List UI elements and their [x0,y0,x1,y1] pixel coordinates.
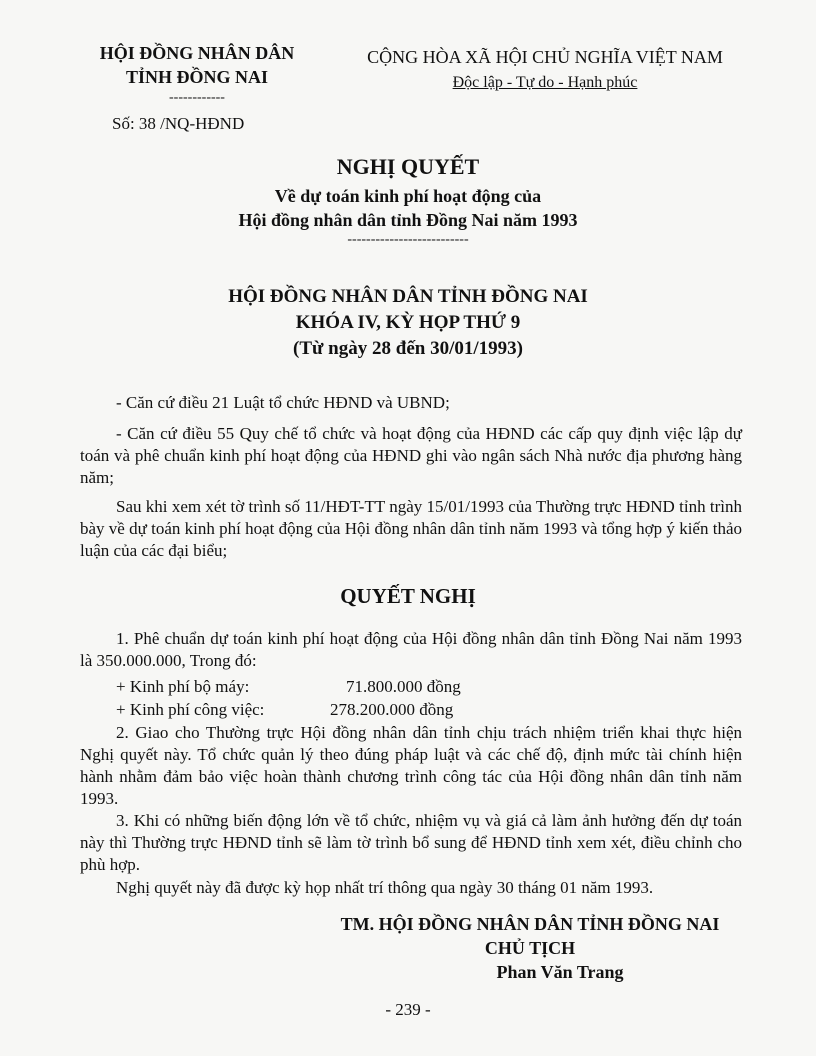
council-name: HỘI ĐỒNG NHÂN DÂN TỈNH ĐỒNG NAI [228,286,588,307]
signatory-name: Phan Văn Trang [496,962,624,982]
document-subtitle-1: Về dự toán kinh phí hoạt động của [274,186,542,206]
article-1: 1. Phê chuẩn dự toán kinh phí hoạt động của Hội đồng nhân dân tỉnh Đồng Nai năm 1993 là 350.000.000, Trong đó: [80,629,742,670]
decision-heading: QUYẾT NGHỊ [340,584,476,608]
issuing-org-line2: TỈNH ĐỒNG NAI [125,67,268,87]
preamble-basis-2: - Căn cứ điều 55 Quy chế tổ chức và hoạt động của HĐND các cấp quy định việc lập dự toán và phê chuẩn kinh phí hoạt động của HĐND ghi vào ngân sách Nhà nước địa phương hàng năm; [80,424,742,487]
budget-item-1-label: + Kinh phí bộ máy: [116,677,250,696]
preamble-review: Sau khi xem xét tờ trình số 11/HĐT-TT ngày 15/01/1993 của Thường trực HĐND tỉnh trình bày về dự toán kinh phí hoạt động của Hội đồng nhân dân tỉnh năm 1993 và tổng hợp ý kiến thảo luận của các đại biểu; [80,497,742,560]
council-session: KHÓA IV, KỲ HỌP THỨ 9 [295,312,521,333]
nation-name: CỘNG HÒA XÃ HỘI CHỦ NGHĨA VIỆT NAM [367,47,723,67]
budget-item-2-value: 278.200.000 đồng [330,700,454,719]
national-motto: Độc lập - Tự do - Hạnh phúc [452,74,638,91]
budget-item-1-value: 71.800.000 đồng [346,677,461,696]
signature-title: CHỦ TỊCH [484,938,576,958]
article-3: 3. Khi có những biến động lớn về tổ chức, nhiệm vụ và giá cả làm ảnh hưởng đến dự toán này thì Thường trực HĐND tỉnh sẽ làm tờ trình bổ sung để HĐND tỉnh xem xét, điều chỉnh cho phù hợp. [80,811,742,874]
page-number: - 239 - [385,1000,431,1019]
closing-statement: Nghị quyết này đã được kỳ họp nhất trí thông qua ngày 30 tháng 01 năm 1993. [116,878,654,897]
signature-org: TM. HỘI ĐỒNG NHÂN DÂN TỈNH ĐỒNG NAI [340,914,720,934]
document-subtitle-2: Hội đồng nhân dân tỉnh Đồng Nai năm 1993 [238,210,578,230]
article-2: 2. Giao cho Thường trực Hội đồng nhân dân tỉnh chịu trách nhiệm triển khai thực hiện Nghị quyết này. Tổ chức quản lý theo đúng pháp luật và các chế độ, định mức tài chính hiện hành nhằm đảm bảo việc hoàn thành chương trình công tác của Hội đồng nhân dân tỉnh năm 1993. [80,723,742,808]
title-rule: -------------------------- [347,232,469,247]
document-number: Số: 38 /NQ-HĐND [112,114,245,133]
preamble-basis-1: - Căn cứ điều 21 Luật tổ chức HĐND và UBND; [116,393,450,412]
document-title: NGHỊ QUYẾT [336,154,480,179]
council-dates: (Từ ngày 28 đến 30/01/1993) [293,338,523,359]
issuing-org-rule: ------------ [169,90,225,105]
budget-item-2-label: + Kinh phí công việc: [116,700,265,719]
issuing-org-line1: HỘI ĐỒNG NHÂN DÂN [99,43,295,63]
